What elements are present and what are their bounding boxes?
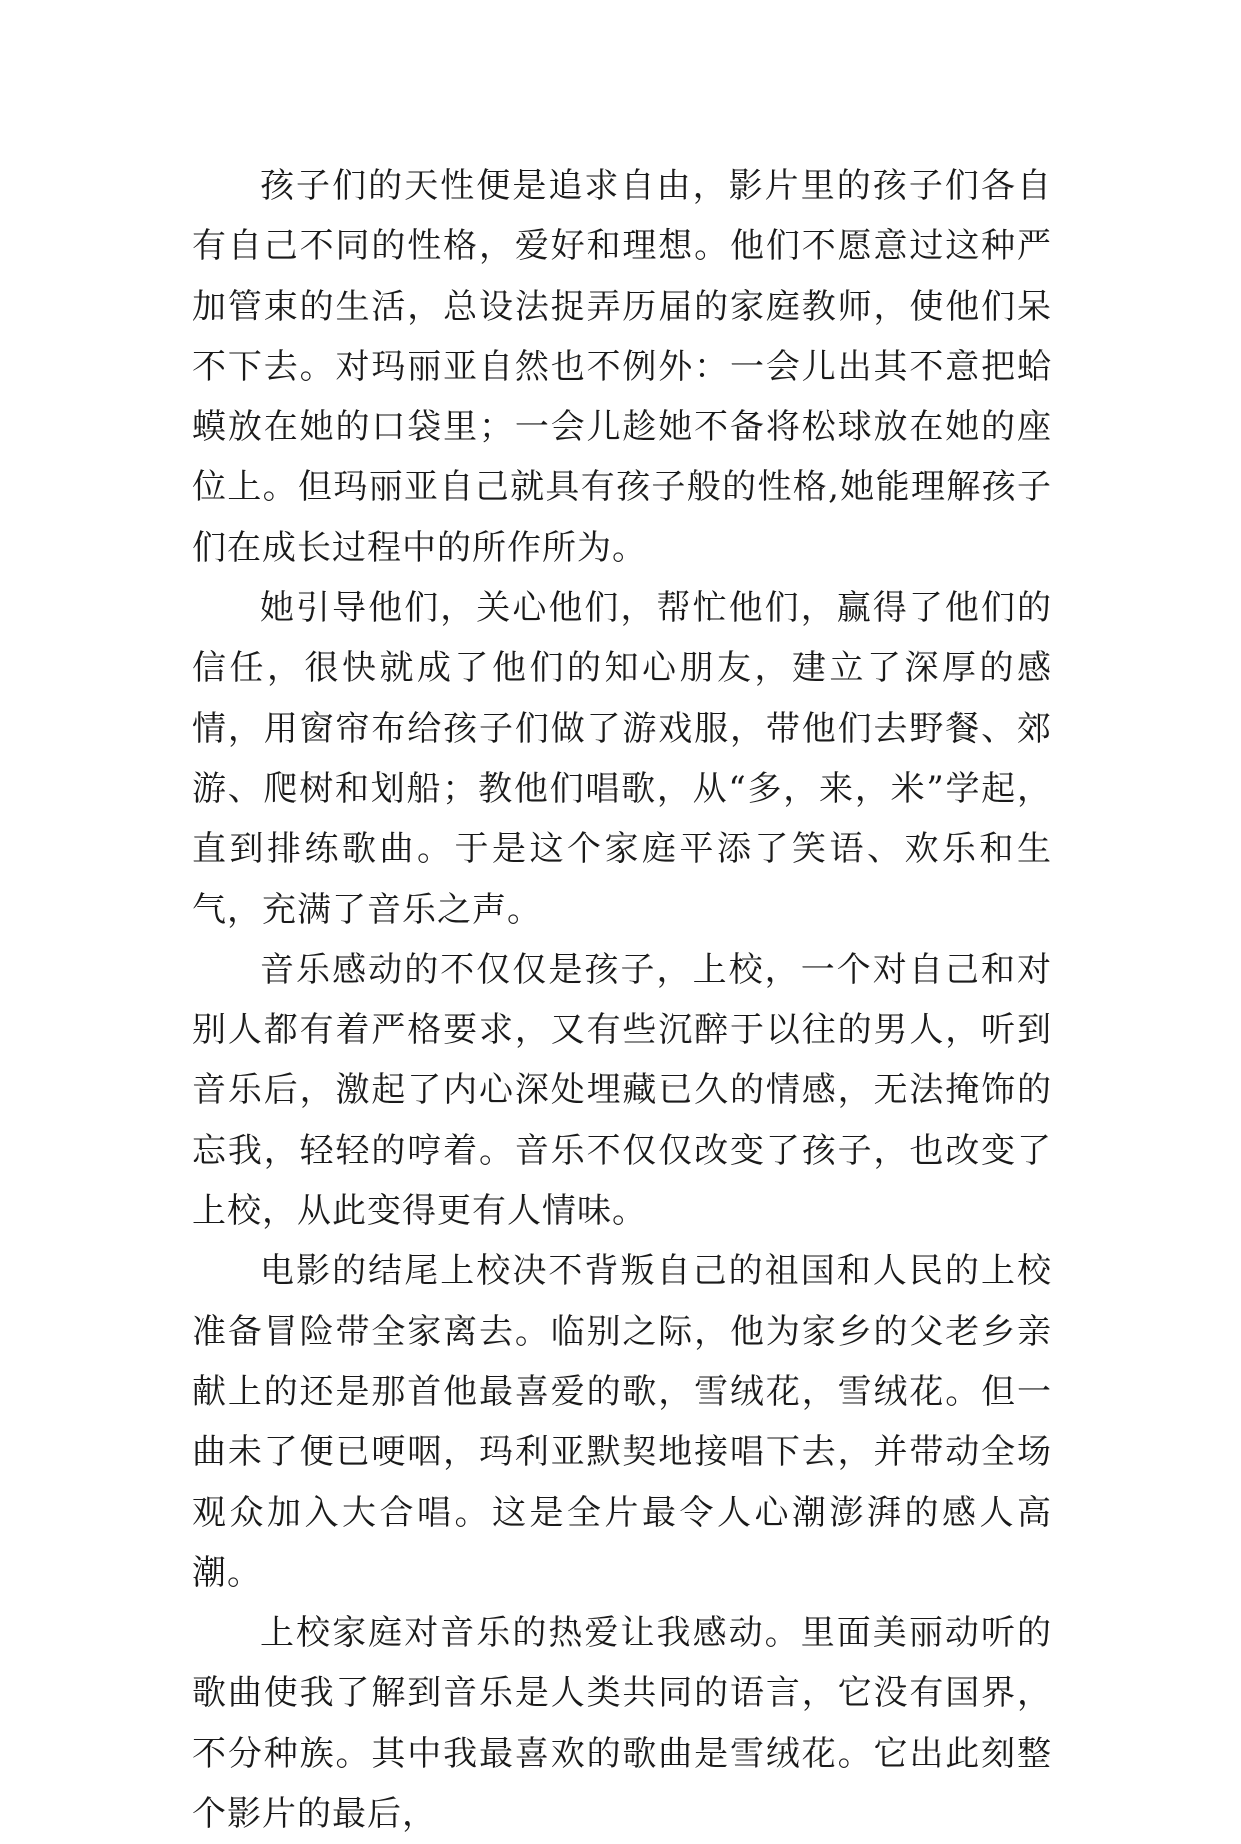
paragraph-4: 电影的结尾上校决不背叛自己的祖国和人民的上校准备冒险带全家离去。临别之际，他为家乡的父老乡亲献上的还是那首他最喜爱的歌，雪绒花，雪绒花。但一曲未了便已哽咽，玛利亚默契地接唱下去，并带动全场观众加入大合唱。这是全片最令人心潮澎湃的感人高潮。 xyxy=(192,1251,1052,1593)
paragraph-5: 上校家庭对音乐的热爱让我感动。里面美丽动听的歌曲使我了解到音乐是人类共同的语言，它没有国界，不分种族。其中我最喜欢的歌曲是雪绒花。它出此刻整个影片的最后， xyxy=(192,1613,1052,1835)
paragraph-1: 孩子们的天性便是追求自由，影片里的孩子们各自有自己不同的性格，爱好和理想。他们不愿意过这种严加管束的生活，总设法捉弄历届的家庭教师，使他们呆不下去。对玛丽亚自然也不例外：一会儿出其不意把蛤蟆放在她的口袋里；一会儿趁她不备将松球放在她的座位上。但玛丽亚自己就具有孩子般的性格,她能理解孩子们在成长过程中的所作所为。 xyxy=(192,166,1052,568)
body-text xyxy=(192,156,1052,1844)
paragraph-3: 音乐感动的不仅仅是孩子，上校，一个对自己和对别人都有着严格要求，又有些沉醉于以往的男人，听到音乐后，激起了内心深处埋藏已久的情感，无法掩饰的忘我，轻轻的哼着。音乐不仅仅改变了孩子，也改变了上校，从此变得更有人情味。 xyxy=(192,949,1052,1232)
paragraph-2: 她引导他们，关心他们，帮忙他们，赢得了他们的信任，很快就成了他们的知心朋友，建立了深厚的感情，用窗帘布给孩子们做了游戏服，带他们去野餐、郊游、爬树和划船；教他们唱歌，从“多，来，米”学起，直到排练歌曲。于是这个家庭平添了笑语、欢乐和生气，充满了音乐之声。 xyxy=(192,588,1052,930)
